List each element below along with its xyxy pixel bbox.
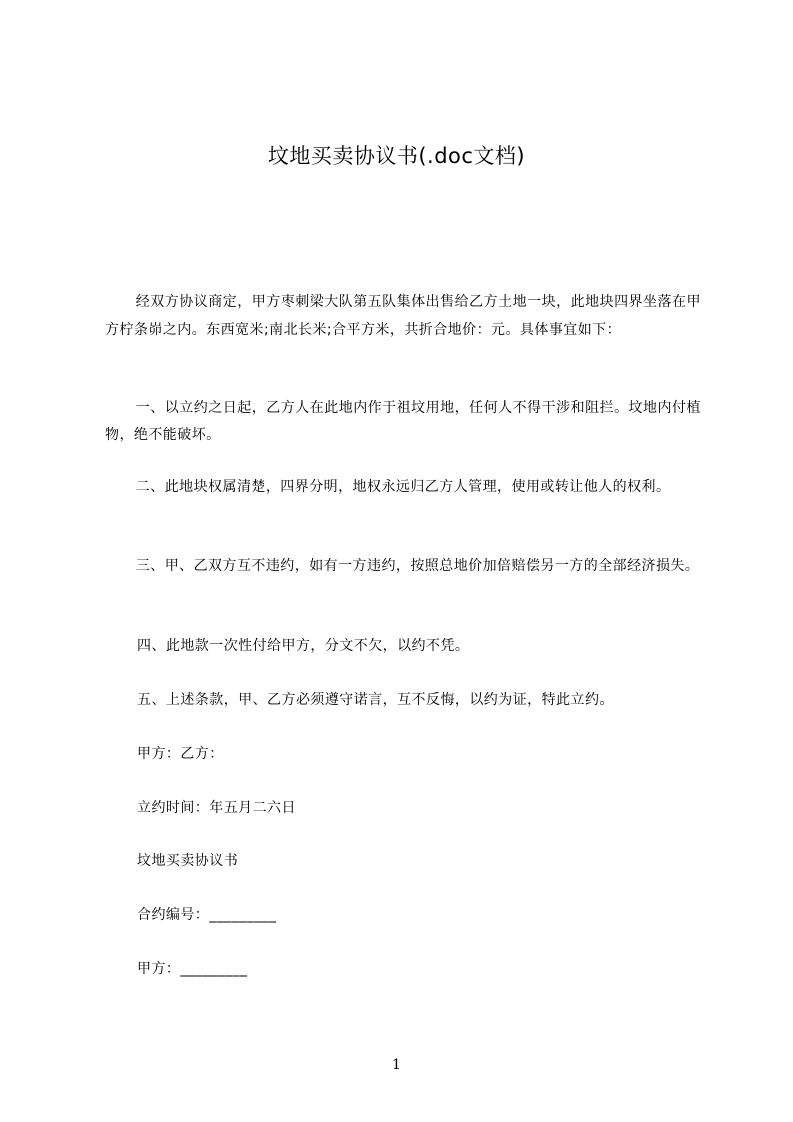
- clause-3-text: 三、甲、乙双方互不违约，如有一方违约，按照总地价加倍赔偿另一方的全部经济损失。: [135, 558, 700, 574]
- party-a-text: 甲方：_________: [137, 961, 248, 977]
- clause-1-text: 一、以立约之日起，乙方人在此地内作于祖坟用地，任何人不得干涉和阻拦。坟地内付植物，绝不能破坏。: [105, 400, 701, 443]
- party-signature-text: 甲方：乙方：: [137, 746, 224, 762]
- page-number: 1: [392, 1057, 401, 1073]
- second-agreement-title: [105, 848, 701, 875]
- clause-4: [105, 633, 701, 660]
- clause-4-text: 四、此地款一次性付给甲方，分文不欠，以约不凭。: [137, 638, 470, 654]
- document-title: 坟地买卖协议书(.doc文档): [267, 144, 526, 168]
- contract-number-line: [105, 902, 701, 929]
- clause-1: [105, 395, 701, 449]
- sign-date-line: [105, 795, 701, 822]
- intro-text: 经双方协议商定，甲方枣刺梁大队第五队集体出售给乙方土地一块，此地块四界坐落在甲方柠条峁之内。东西宽米;南北长米;合平方米，共折合地价：元。具体事宜如下：: [105, 294, 701, 338]
- clause-2-text: 二、此地块权属清楚，四界分明，地权永远归乙方人管理，使用或转让他人的权利。: [135, 479, 671, 495]
- sign-date-text: 立约时间：年五月二六日: [137, 800, 296, 816]
- clause-2: [105, 474, 701, 501]
- party-signature-line: [105, 741, 701, 768]
- clause-3: [105, 553, 701, 580]
- second-agreement-title-text: 坟地买卖协议书: [137, 853, 239, 869]
- clause-5: [105, 687, 701, 714]
- clause-5-text: 五、上述条款，甲、乙方必须遵守诺言，互不反悔，以约为证，特此立约。: [137, 692, 614, 708]
- party-a-line: [105, 956, 701, 983]
- intro-paragraph: [105, 288, 701, 344]
- contract-number-text: 合约编号：_________: [137, 907, 277, 923]
